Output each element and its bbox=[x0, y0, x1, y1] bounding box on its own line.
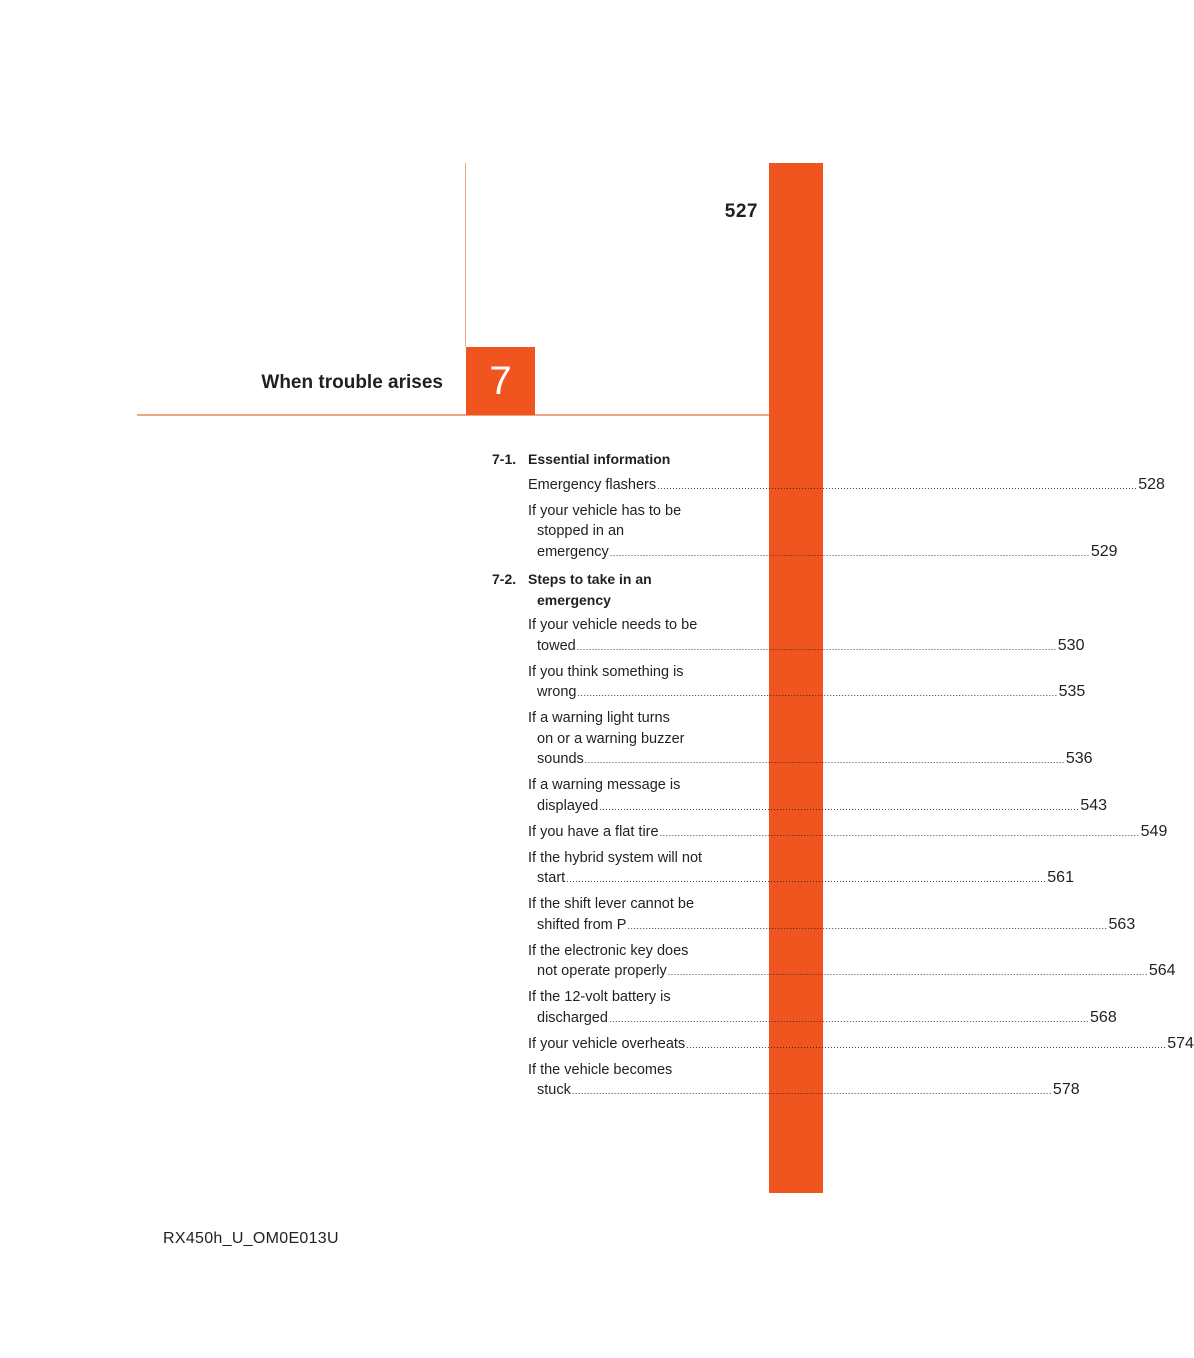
toc-entry-page: 564 bbox=[1148, 962, 1176, 979]
section-title bbox=[528, 449, 740, 470]
toc-entry-text: If you have a flat tire bbox=[528, 823, 659, 840]
toc-entry[interactable] bbox=[528, 822, 1168, 844]
toc-entry-line bbox=[528, 868, 1074, 890]
toc-entry[interactable] bbox=[528, 662, 1086, 704]
toc-entry[interactable] bbox=[528, 894, 1136, 936]
toc-section bbox=[492, 449, 1165, 563]
toc-entry-line bbox=[528, 1034, 1194, 1056]
toc-entry-line bbox=[528, 729, 740, 750]
section-title bbox=[528, 569, 740, 610]
toc-entry-page: 568 bbox=[1090, 1008, 1117, 1026]
dot-leader: ................................................................................................................................................................ bbox=[608, 1013, 1090, 1024]
toc-entry-text: stopped in an bbox=[537, 523, 625, 539]
toc-entry-page: 543 bbox=[1080, 796, 1108, 814]
toc-entry-text: shifted from P bbox=[537, 916, 627, 933]
dot-leader: ................................................................................................................................................................ bbox=[609, 547, 1090, 558]
toc-entry-line bbox=[528, 987, 740, 1008]
toc-entry-line bbox=[528, 501, 740, 522]
toc-entry-text: start bbox=[537, 870, 566, 886]
toc-entry-text: towed bbox=[537, 637, 576, 654]
chapter-number-box: 7 bbox=[466, 347, 535, 415]
toc-entry-page: 574 bbox=[1167, 1034, 1194, 1052]
toc-entry-line bbox=[528, 941, 740, 962]
dot-leader: ................................................................................................................................................................ bbox=[566, 874, 1047, 884]
toc-entry-line bbox=[528, 521, 740, 542]
toc-entry-page: 530 bbox=[1057, 636, 1085, 654]
toc-entry-page: 529 bbox=[1090, 542, 1118, 560]
toc-entry-page: 578 bbox=[1052, 1081, 1080, 1098]
toc-entry-page: 536 bbox=[1065, 750, 1093, 767]
dot-leader: ................................................................................................................................................................ bbox=[627, 920, 1108, 931]
toc-entry[interactable] bbox=[528, 1060, 1080, 1102]
toc-entry-text: discharged bbox=[537, 1009, 608, 1026]
dot-leader: ................................................................................................................................................................ bbox=[686, 1039, 1167, 1050]
table-of-contents bbox=[492, 449, 1194, 1108]
toc-entry[interactable] bbox=[528, 501, 1118, 564]
toc-entry-text: on or a warning buzzer bbox=[537, 730, 685, 747]
toc-entry[interactable] bbox=[528, 941, 1176, 983]
toc-entry-line bbox=[528, 475, 1165, 497]
footer-model-code: RX450h_U_OM0E013U bbox=[163, 1230, 339, 1247]
toc-entry-line bbox=[528, 961, 1176, 983]
dot-leader: ................................................................................................................................................................ bbox=[576, 641, 1057, 652]
toc-entry-page: 563 bbox=[1108, 915, 1136, 933]
toc-entry[interactable] bbox=[528, 615, 1085, 657]
toc-entry-line bbox=[528, 1008, 1117, 1030]
dot-leader: ................................................................................................................................................................ bbox=[667, 967, 1148, 977]
section-heading bbox=[492, 449, 740, 470]
toc-entry-text: not operate properly bbox=[537, 963, 667, 979]
toc-entry-text: If a warning light turns bbox=[528, 710, 670, 726]
toc-entry-text: stuck bbox=[537, 1082, 571, 1098]
toc-entry-line bbox=[528, 708, 740, 729]
toc-entry-line bbox=[528, 682, 1086, 704]
toc-entry-line bbox=[528, 662, 740, 683]
section-number: 7-2. bbox=[492, 571, 517, 587]
toc-entry-text: If your vehicle has to be bbox=[528, 502, 682, 519]
toc-entry[interactable] bbox=[528, 708, 1093, 771]
toc-entry-text: displayed bbox=[537, 797, 599, 814]
toc-entry-text: If your vehicle overheats bbox=[528, 1035, 686, 1052]
toc-entry-line bbox=[528, 894, 740, 915]
section-number: 7-1. bbox=[492, 451, 517, 467]
toc-entry-page: 535 bbox=[1058, 683, 1086, 700]
section-heading bbox=[492, 569, 740, 610]
toc-entry-text: If you think something is bbox=[528, 663, 684, 680]
dot-leader: ................................................................................................................................................................ bbox=[599, 801, 1080, 812]
section-title-line: Essential information bbox=[528, 451, 671, 467]
dot-leader: ................................................................................................................................................................ bbox=[659, 827, 1140, 838]
dot-leader: ................................................................................................................................................................ bbox=[657, 480, 1138, 491]
toc-entry-text: sounds bbox=[537, 751, 584, 767]
toc-entry-line bbox=[528, 749, 1093, 771]
vertical-rule bbox=[465, 163, 466, 347]
toc-entry-text: If a warning message is bbox=[528, 777, 681, 793]
toc-entry-page: 528 bbox=[1138, 475, 1165, 493]
toc-entry-line bbox=[528, 542, 1118, 564]
toc-section bbox=[492, 569, 1194, 1102]
dot-leader: ................................................................................................................................................................ bbox=[577, 688, 1058, 698]
dot-leader: ................................................................................................................................................................ bbox=[571, 1086, 1052, 1096]
chapter-title: When trouble arises bbox=[261, 372, 443, 393]
toc-entry-text: If the shift lever cannot be bbox=[528, 896, 695, 912]
toc-entry[interactable] bbox=[528, 775, 1108, 817]
toc-entry[interactable] bbox=[528, 848, 1074, 890]
toc-entry-line bbox=[528, 636, 1085, 658]
toc-entry-line bbox=[528, 775, 740, 796]
toc-entry-line bbox=[528, 1080, 1080, 1102]
horizontal-rule bbox=[137, 414, 769, 416]
toc-entry-text: If the 12-volt battery is bbox=[528, 989, 671, 1005]
page-number: 527 bbox=[724, 201, 758, 222]
toc-entry-text: If the hybrid system will not bbox=[528, 849, 703, 866]
toc-entry[interactable] bbox=[528, 987, 1117, 1029]
toc-entry-text: If the vehicle becomes bbox=[528, 1061, 673, 1078]
section-title-line: Steps to take in an bbox=[528, 571, 652, 587]
toc-entry-text: wrong bbox=[537, 684, 577, 700]
toc-entry-line bbox=[528, 915, 1136, 937]
toc-entry-page: 561 bbox=[1047, 869, 1074, 886]
toc-entry-line bbox=[528, 822, 1168, 844]
dot-leader: ................................................................................................................................................................ bbox=[584, 755, 1065, 765]
toc-entry[interactable] bbox=[528, 475, 1165, 497]
toc-entry-text: If the electronic key does bbox=[528, 942, 689, 959]
toc-entry[interactable] bbox=[528, 1034, 1194, 1056]
toc-entry-text: emergency bbox=[537, 543, 609, 560]
toc-entry-line bbox=[528, 1060, 740, 1081]
toc-entry-line bbox=[528, 615, 740, 636]
toc-entry-page: 549 bbox=[1140, 822, 1168, 840]
toc-entry-text: If your vehicle needs to be bbox=[528, 617, 698, 633]
toc-entry-line bbox=[528, 848, 740, 869]
toc-entry-text: Emergency flashers bbox=[528, 476, 657, 493]
toc-entry-line bbox=[528, 796, 1108, 818]
section-title-line: emergency bbox=[537, 591, 611, 608]
